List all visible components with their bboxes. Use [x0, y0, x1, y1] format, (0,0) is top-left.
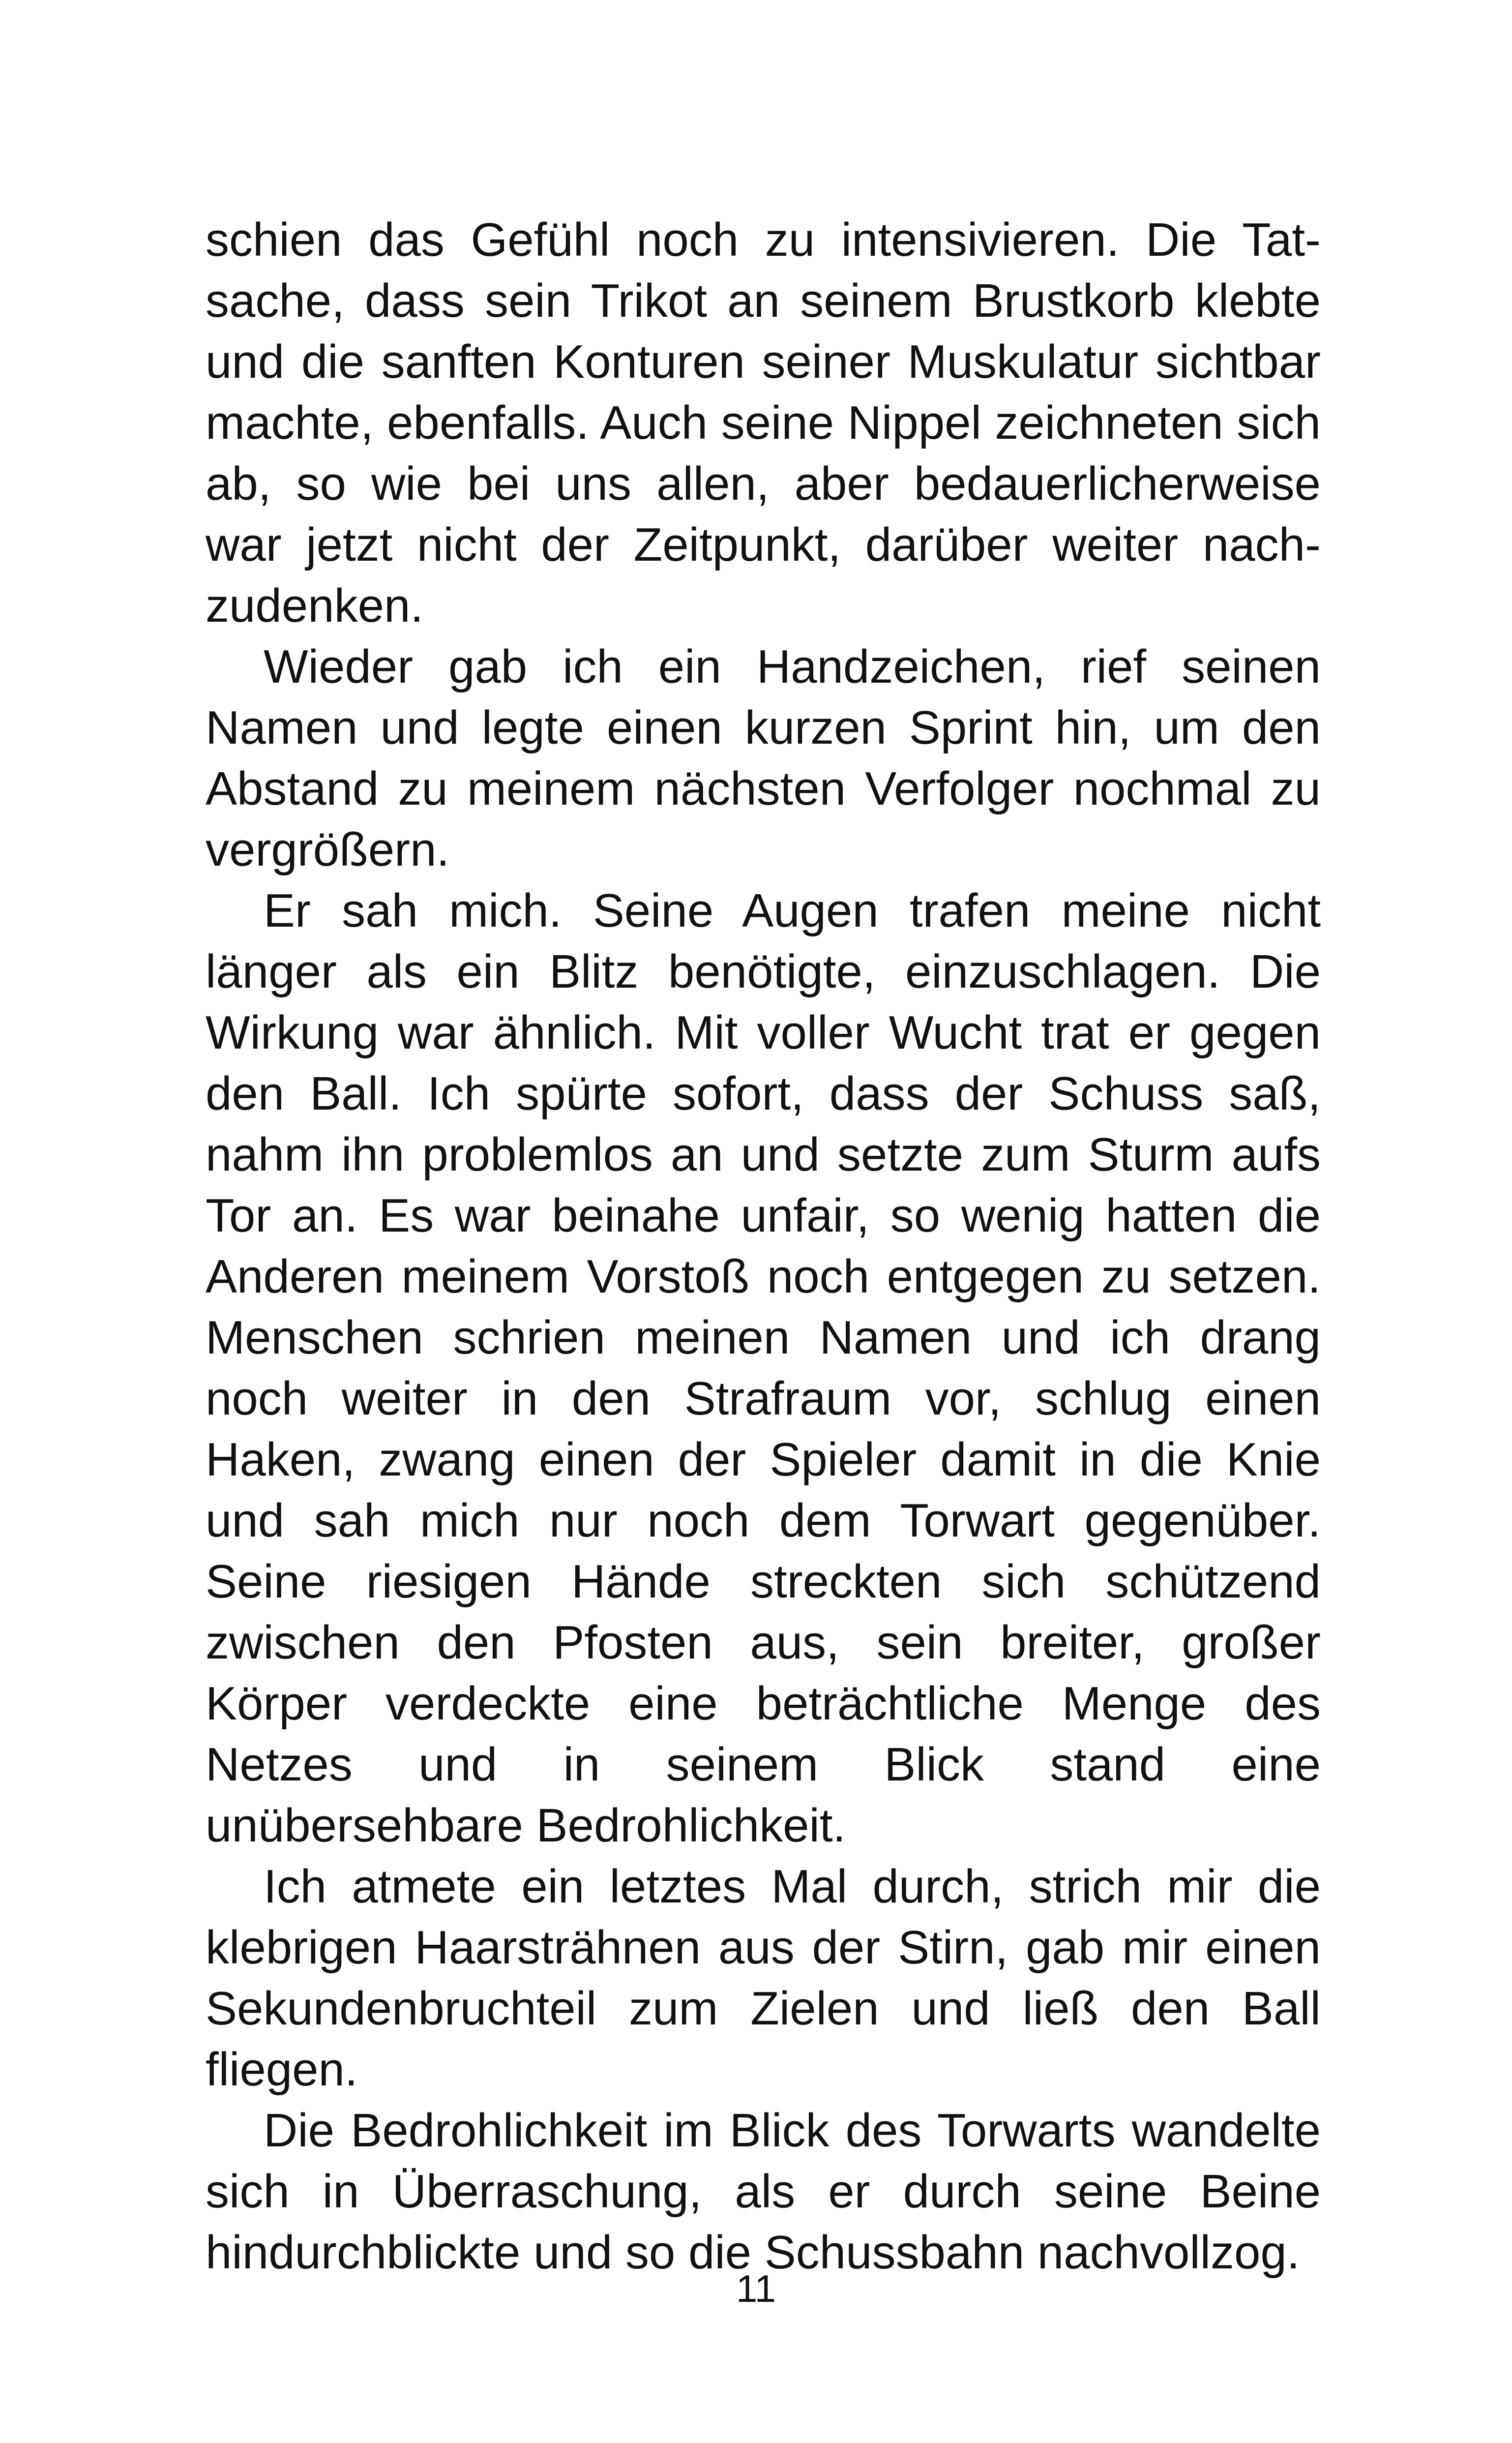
paragraph-3: Er sah mich. Seine Augen trafen meine nicht länger als ein Blitz benötigte, einzuschlagen. Die Wirkung war ähnlich. Mit voller Wucht trat er gegen den Ball. Ich spürte sofort, dass der Schuss saß, nahm ihn problemlos an und setzte zum Sturm aufs Tor an. Es war beinahe unfair, so wenig hatten die Anderen meinem Vorstoß noch entgegen zu setzen. Menschen schrien meinen Namen und ich drang noch weiter in den Strafraum vor, schlug einen Haken, zwang einen der Spieler damit in die Knie und sah mich nur noch dem Torwart gegenüber. Seine riesigen Hände streckten sich schützend zwischen den Pfosten aus, sein breiter, großer Körper verdeckte eine beträchtliche Menge des Netzes und in seinem Blick stand eine unübersehbare Bedrohlichkeit. — [206, 884, 1321, 1852]
paragraph-4: Ich atmete ein letztes Mal durch, strich mir die klebrigen Haarsträhnen aus der Stirn, gab mir einen Sekundenbruchteil zum Zielen und ließ den Ball fliegen. — [206, 1860, 1321, 2096]
paragraph-2: Wieder gab ich ein Handzeichen, rief seinen Namen und legte einen kurzen Sprint hin, um den Abstand zu meinem nächsten Verfolger nochmal zu vergrößern. — [206, 640, 1321, 876]
paragraph-5: Die Bedrohlichkeit im Blick des Torwarts wandelte sich in Überraschung, als er durch seine Beine hindurchblickte und so die Schussbahn nachvollzog. — [206, 2104, 1321, 2279]
body-text — [206, 210, 1321, 2283]
paragraph-1: schien das Gefühl noch zu intensivieren. Die Tatsache, dass sein Trikot an seinem Brustkorb klebte und die sanften Konturen seiner Muskulatur sichtbar machte, ebenfalls. Auch seine Nippel zeichneten sich ab, so wie bei uns allen, aber bedauerlicherweise war jetzt nicht der Zeitpunkt, darüber weiter nachzudenken. — [206, 213, 1321, 632]
page-number: 11 — [736, 2267, 776, 2310]
